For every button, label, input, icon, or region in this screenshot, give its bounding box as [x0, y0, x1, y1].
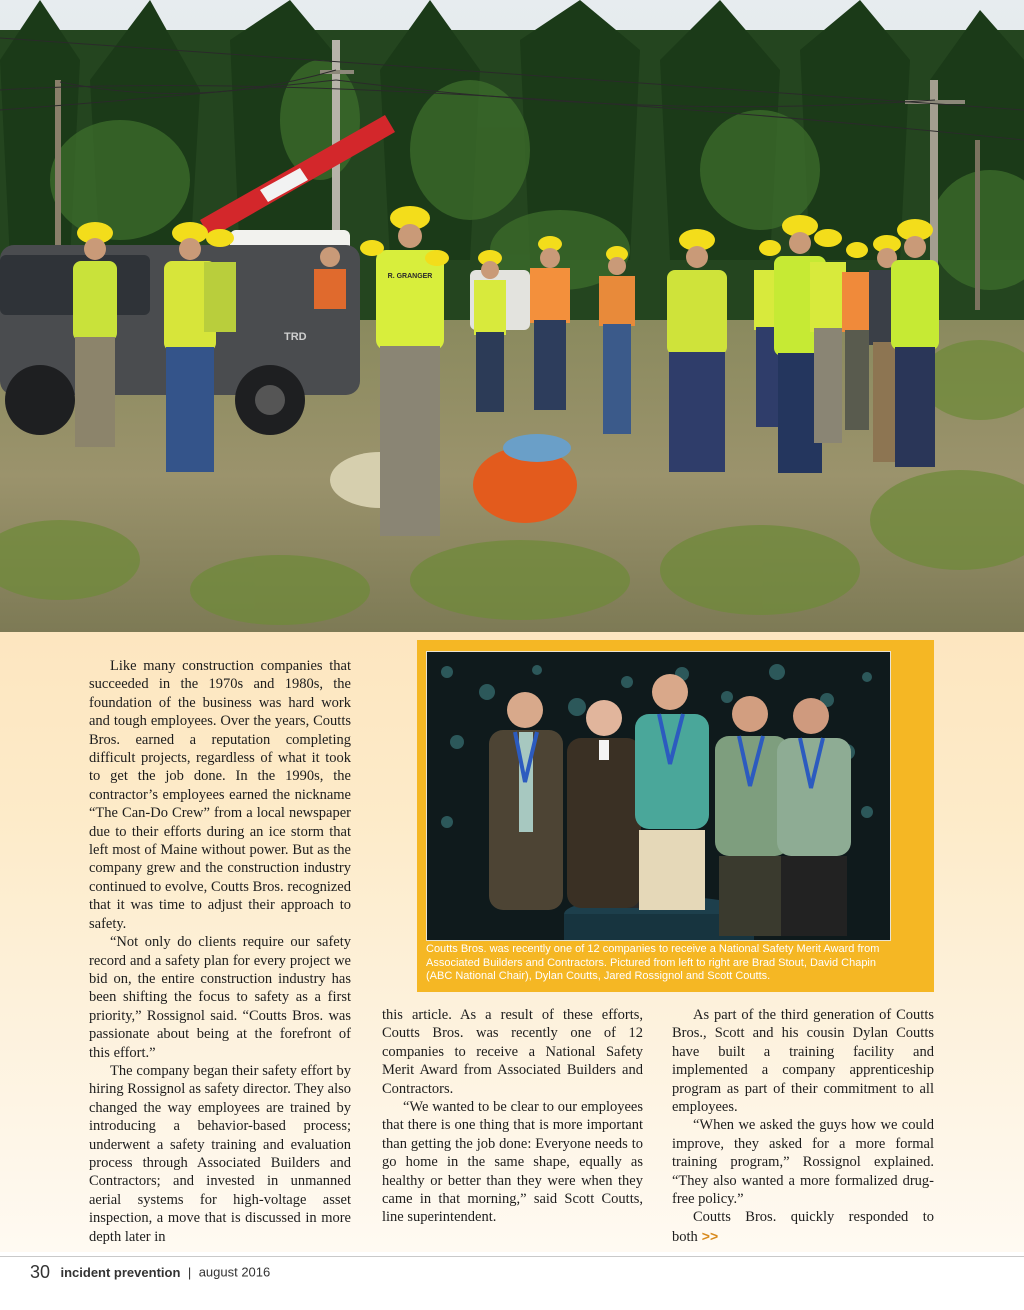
- paragraph: The company began their safety effort by hiring Rossignol as safety director. They also changed the way employees are trained by introducing a behavior-based process; underwent a safety training and evaluation process through Associated Builders and Contractors; and invested in unmanned aerial systems for high-voltage asset inspection, a move that is discussed in more depth later in: [89, 1062, 351, 1245]
- award-photo-box: [417, 640, 934, 992]
- crew-safety-meeting-illustration: [0, 0, 1024, 632]
- truck-badge: TRD: [284, 331, 307, 343]
- page-footer: [30, 1262, 270, 1283]
- footer-separator: |: [187, 1264, 192, 1280]
- paragraph-text: Coutts Bros. quickly responded to both: [672, 1209, 934, 1245]
- award-photo: [426, 651, 891, 941]
- paragraph: Like many construction companies that succeeded in the 1970s and 1980s, the foundation of the business was hard work and tough employees. Over the years, Coutts Bros. earned a reputation completing difficult projects, regardless of what it took to get the job done. In the 1990s, the contractor’s employees earned the nickname “The Can-Do Crew” from a local newspaper due to their efforts during an ice storm that left most of Maine without power. But as the company grew and the construction industry continued to evolve, Coutts Bros. recognized that it was time to adjust their approach to safety.: [89, 658, 351, 932]
- paragraph: “Not only do clients require our safety record and a safety plan for every project we bid on, the entire construction industry has been shifting the focus to safety as a first priority,” Rossignol said. “Coutts Bros. was passionate about being at the forefront of this effort.”: [89, 934, 351, 1061]
- paragraph: “We wanted to be clear to our employees that there is one thing that is more important than getting the job done: Everyone needs to go home in the same shape, equally as healthy or better than they were when they came in that morning,” said Scott Coutts, line superintendent.: [382, 1099, 643, 1226]
- continue-arrow-icon: >>: [701, 1227, 719, 1244]
- paragraph: As part of the third generation of Coutts Bros., Scott and his cousin Dylan Coutts have built a training facility and implemented a company apprenticeship program as part of their commitment to all employees.: [672, 1007, 934, 1116]
- hero-photo: [0, 0, 1024, 632]
- article-column-2: [382, 1006, 643, 1227]
- article-column-1: [89, 657, 351, 1246]
- paragraph: “When we asked the guys how we could improve, they asked for a more formal training program,” Rossignol explained. “They also wanted a more formalized drug-free policy.”: [672, 1117, 934, 1208]
- article-column-3: [672, 1006, 934, 1246]
- award-group-illustration: [427, 652, 890, 940]
- paragraph: this article. As a result of these efforts, Coutts Bros. was recently one of 12 companies to receive a National Safety Merit Award from Associated Builders and Contractors.: [382, 1007, 643, 1097]
- shirt-print: R. GRANGER: [387, 273, 433, 280]
- issue-date: august 2016: [198, 1264, 271, 1280]
- paragraph-last: [672, 1208, 934, 1246]
- photo-caption: Coutts Bros. was recently one of 12 companies to receive a National Safety Merit Award from Associated Builders and Contractors. Pictured from left to right are Brad Stout, David Chapin (ABC National Chair), Dylan Coutts, Jared Rossignol and Scott Coutts.: [426, 943, 880, 983]
- page-number: 30: [30, 1262, 51, 1282]
- footer-divider: [0, 1256, 1024, 1257]
- magazine-name: incident prevention: [60, 1264, 181, 1280]
